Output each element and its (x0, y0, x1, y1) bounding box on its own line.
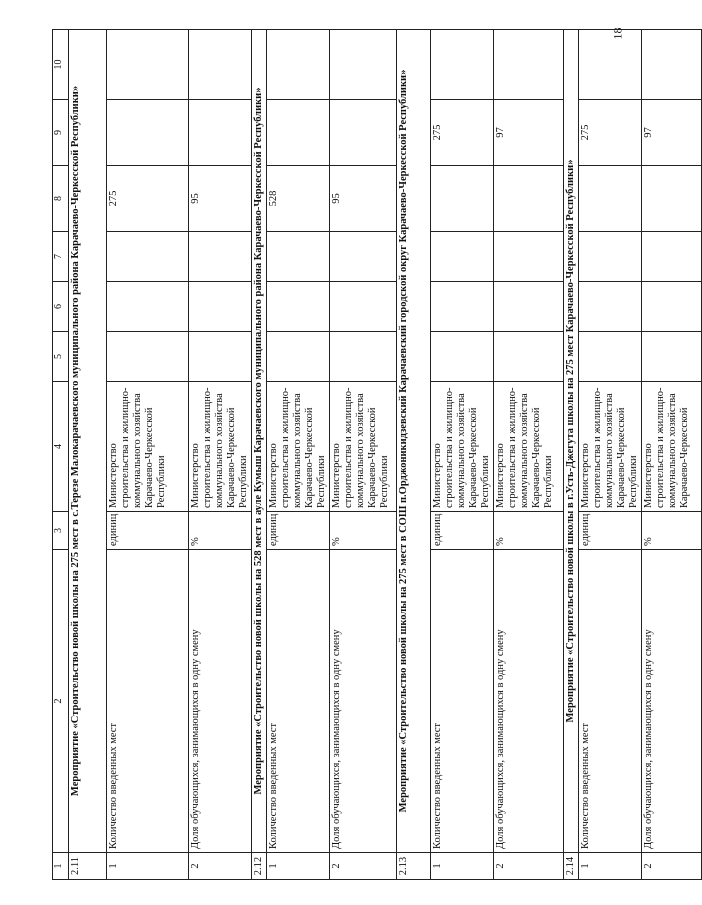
indicator-name: Количество введенных мест (107, 550, 189, 853)
table-row (579, 30, 642, 880)
row-number: 1 (579, 853, 642, 880)
indicator-name: Доля обучающихся, занимающихся в одну смену (642, 550, 702, 853)
column-number: 5 (53, 332, 69, 382)
value-cell (267, 232, 330, 282)
value-cell (494, 282, 564, 332)
executor: Министерство строительства и жилищно-коммунального хозяйства Карачаево-Черкесской Республики (431, 382, 494, 512)
value-cell (494, 332, 564, 382)
value-cell (189, 100, 252, 166)
column-number: 3 (53, 512, 69, 550)
value-cell: 97 (642, 100, 702, 166)
value-cell: 95 (189, 166, 252, 232)
value-cell (189, 30, 252, 100)
value-cell (267, 332, 330, 382)
unit: единиц (267, 512, 330, 550)
column-number: 9 (53, 100, 69, 166)
row-number: 2 (642, 853, 702, 880)
value-cell: 275 (107, 166, 189, 232)
value-cell (642, 332, 702, 382)
indicator-name: Количество введенных мест (579, 550, 642, 853)
value-cell (267, 282, 330, 332)
column-number: 1 (53, 853, 69, 880)
table-row (642, 30, 702, 880)
value-cell (431, 166, 494, 232)
value-cell (494, 166, 564, 232)
value-cell (107, 100, 189, 166)
row-number: 1 (267, 853, 330, 880)
value-cell (107, 282, 189, 332)
section-header-row (564, 30, 579, 880)
column-number: 7 (53, 232, 69, 282)
section-code: 2.11 (69, 853, 107, 880)
value-cell: 275 (579, 100, 642, 166)
value-cell (431, 232, 494, 282)
row-number: 1 (431, 853, 494, 880)
unit: единиц (107, 512, 189, 550)
executor: Министерство строительства и жилищно-коммунального хозяйства Карачаево-Черкесской Республики (494, 382, 564, 512)
value-cell (642, 166, 702, 232)
section-code: 2.13 (397, 853, 431, 880)
value-cell (189, 232, 252, 282)
indicator-name: Количество введенных мест (431, 550, 494, 853)
indicator-name: Доля обучающихся, занимающихся в одну смену (189, 550, 252, 853)
column-number: 2 (53, 550, 69, 853)
section-code: 2.14 (564, 853, 579, 880)
row-number: 2 (330, 853, 397, 880)
column-number: 8 (53, 166, 69, 232)
indicator-name: Доля обучающихся, занимающихся в одну смену (494, 550, 564, 853)
indicator-name: Количество введенных мест (267, 550, 330, 853)
unit: % (330, 512, 397, 550)
indicators-table (52, 29, 702, 880)
value-cell (494, 232, 564, 282)
executor: Министерство строительства и жилищно-коммунального хозяйства Карачаево-Черкесской Республики (267, 382, 330, 512)
value-cell (579, 282, 642, 332)
executor: Министерство строительства и жилищно-коммунального хозяйства Карачаево-Черкесской Республики (107, 382, 189, 512)
value-cell: 528 (267, 166, 330, 232)
unit: единиц (431, 512, 494, 550)
value-cell (330, 100, 397, 166)
column-number: 4 (53, 382, 69, 512)
table-row (330, 30, 397, 880)
value-cell (642, 282, 702, 332)
unit: % (494, 512, 564, 550)
value-cell (330, 332, 397, 382)
value-cell (330, 282, 397, 332)
table-row (431, 30, 494, 880)
value-cell (494, 30, 564, 100)
column-number: 10 (53, 30, 69, 100)
value-cell (431, 282, 494, 332)
section-code: 2.12 (252, 853, 267, 880)
table-row (494, 30, 564, 880)
value-cell (330, 232, 397, 282)
value-cell (107, 232, 189, 282)
page-number: 18 (610, 27, 625, 40)
executor: Министерство строительства и жилищно-коммунального хозяйства Карачаево-Черкесской (642, 382, 702, 512)
value-cell (642, 30, 702, 100)
unit: единиц (579, 512, 642, 550)
table-row (107, 30, 189, 880)
executor: Министерство строительства и жилищно-коммунального хозяйства Карачаево-Черкесской Республики (189, 382, 252, 512)
unit: % (189, 512, 252, 550)
value-cell (267, 100, 330, 166)
value-cell (107, 30, 189, 100)
value-cell (267, 30, 330, 100)
unit: % (642, 512, 702, 550)
table-body (53, 27, 702, 880)
value-cell (431, 30, 494, 100)
column-number-row (53, 30, 69, 880)
value-cell (189, 282, 252, 332)
value-cell (579, 232, 642, 282)
table-row (267, 30, 330, 880)
value-cell (330, 30, 397, 100)
value-cell (189, 332, 252, 382)
value-cell: 95 (330, 166, 397, 232)
section-header-row (252, 30, 267, 880)
row-number: 1 (107, 853, 189, 880)
value-cell (579, 27, 642, 100)
value-cell: 97 (494, 100, 564, 166)
section-title: Мероприятие «Строительство новой школы на 275 мест в с.Терезе Малокарачаевского муниципального района Карачаево-Черкесской Республики» (69, 30, 107, 853)
table-row (189, 30, 252, 880)
section-title: Мероприятие «Строительство новой школы на 528 мест в ауле Кумыш Карачаевского муниципального района Карачаево-Черкесской Республики» (252, 30, 267, 853)
section-header-row (69, 30, 107, 880)
section-title: Мероприятие «Строительство новой школы на 275 мест в СОШ п.Орджоникидзевский Карачаевский городской округ Карачаево-Черкесской Республики» (397, 30, 431, 853)
row-number: 2 (189, 853, 252, 880)
row-number: 2 (494, 853, 564, 880)
value-cell: 275 (431, 100, 494, 166)
column-number: 6 (53, 282, 69, 332)
value-cell (431, 332, 494, 382)
value-cell (579, 166, 642, 232)
value-cell (642, 232, 702, 282)
executor: Министерство строительства и жилищно-коммунального хозяйства Карачаево-Черкесской Республики (330, 382, 397, 512)
section-header-row (397, 30, 431, 880)
indicator-name: Доля обучающихся, занимающихся в одну смену (330, 550, 397, 853)
value-cell (579, 332, 642, 382)
section-title: Мероприятие «Строительство новой школы в г.Усть-Джегута школы на 275 мест Карачаево-Черкесской Республики» (564, 30, 579, 853)
value-cell (107, 332, 189, 382)
executor: Министерство строительства и жилищно-коммунального хозяйства Карачаево-Черкесской Республики (579, 382, 642, 512)
